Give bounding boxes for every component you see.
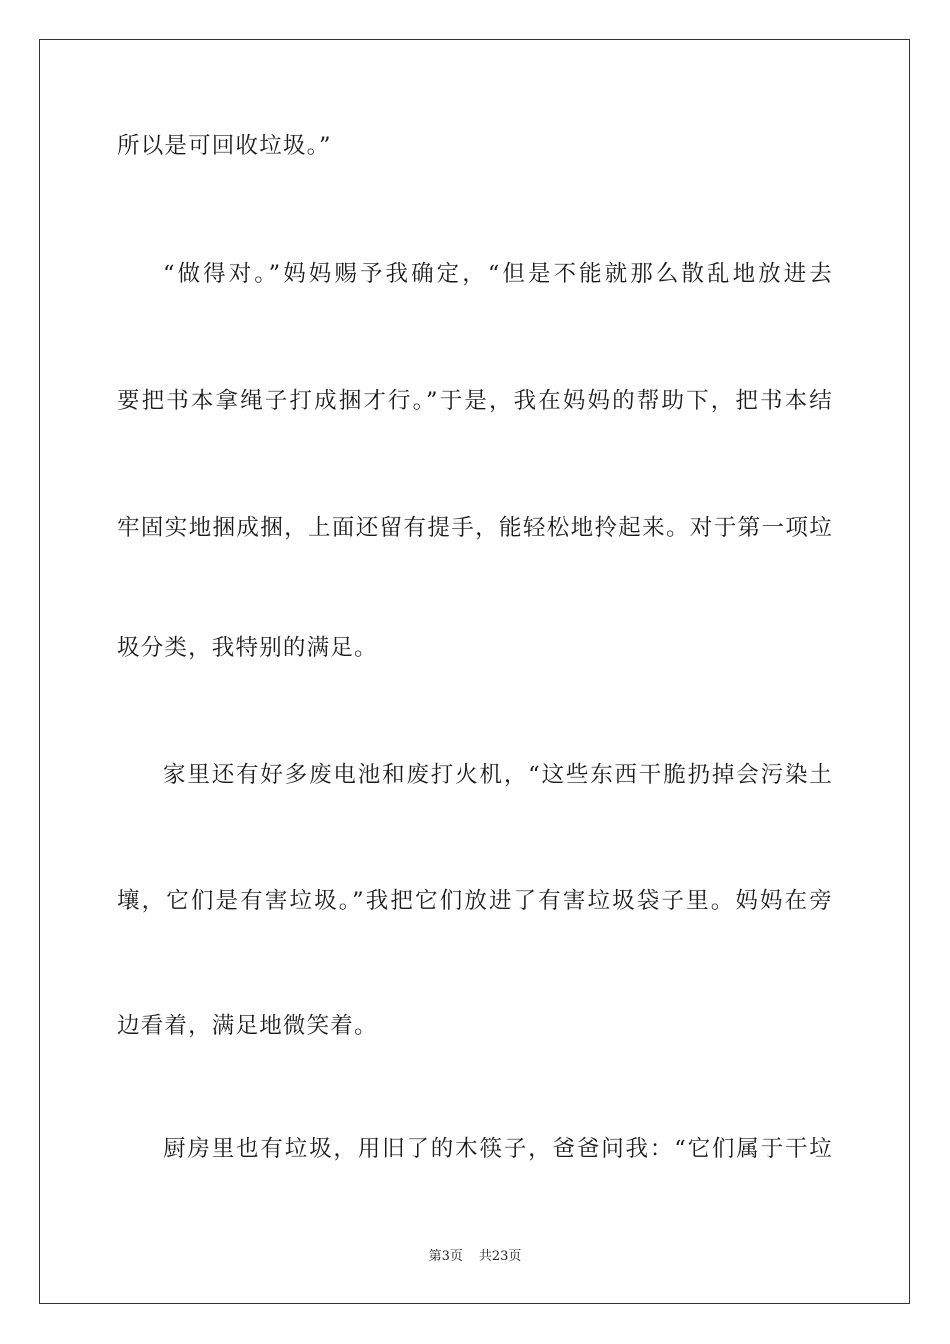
text-line-7: 壤，它们是有害垃圾。”我把它们放进了有害垃圾袋子里。妈妈在旁 [117, 888, 833, 914]
page-number-current: 第3页 [428, 1249, 463, 1264]
text-line-6: 家里还有好多废电池和废打火机，“这些东西干脆扔掉会污染土 [163, 762, 833, 788]
text-line-3: 要把书本拿绳子打成捆才行。”于是，我在妈妈的帮助下，把书本结 [117, 388, 833, 414]
text-line-9: 厨房里也有垃圾，用旧了的木筷子，爸爸问我：“它们属于干垃 [163, 1136, 833, 1162]
text-line-1: 所以是可回收垃圾。” [117, 133, 332, 159]
page-number-total: 共23页 [478, 1249, 522, 1264]
text-line-4: 牢固实地捆成捆，上面还留有提手，能轻松地拎起来。对于第一项垃 [117, 515, 833, 541]
text-line-5: 圾分类，我特别的满足。 [117, 635, 378, 661]
text-line-2: “做得对。”妈妈赐予我确定，“但是不能就那么散乱地放进去 [163, 261, 833, 287]
page-footer [0, 1248, 950, 1266]
text-line-8: 边看着，满足地微笑着。 [117, 1013, 378, 1039]
page-border [39, 39, 910, 1304]
